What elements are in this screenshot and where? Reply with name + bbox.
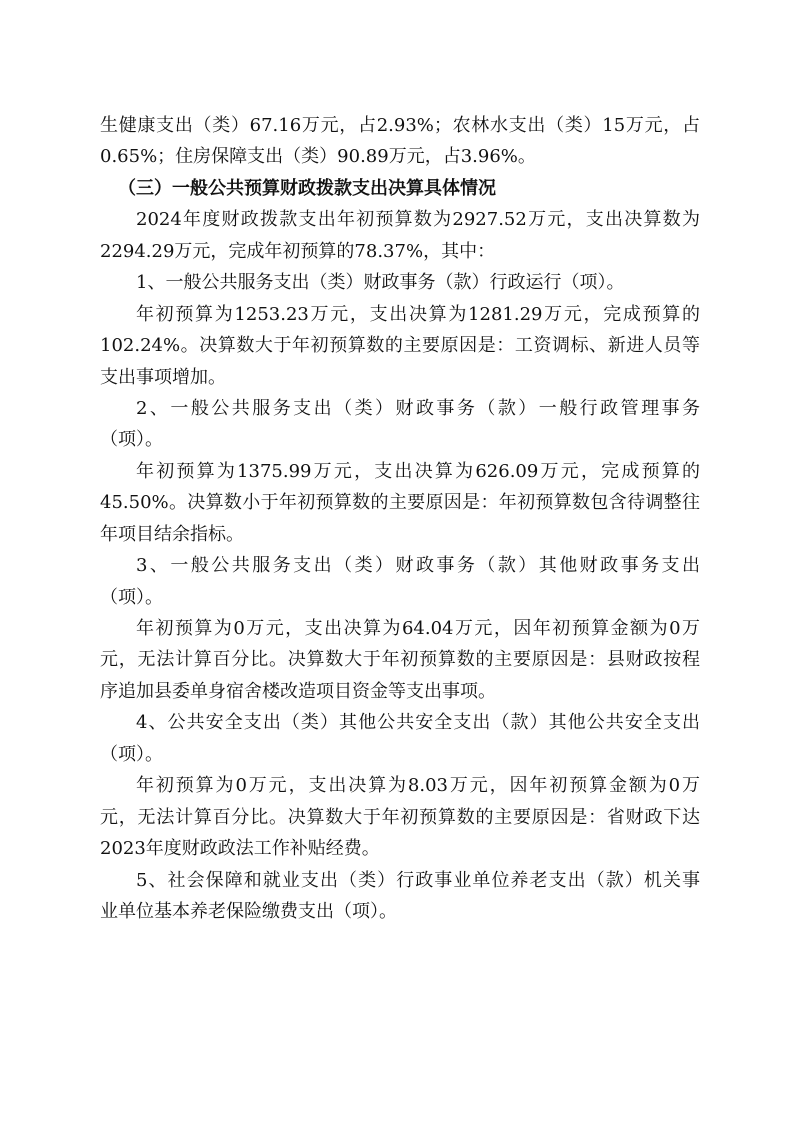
paragraph <box>100 110 700 173</box>
text-line: 生健康支出（类）67.16万元，占2.93%；农林水支出（类）15万元，占 <box>100 115 700 136</box>
paragraph <box>100 865 700 928</box>
text-line: 元，无法计算百分比。决算数大于年初预算数的主要原因是：县财政按程 <box>100 649 700 671</box>
text-line: 102.24%。决算数大于年初预算数的主要原因是：工资调标、新进人员等 <box>100 335 700 357</box>
text-line: 元，无法计算百分比。决算数大于年初预算数的主要原因是：省财政下达 <box>100 806 700 828</box>
text-line: 5、社会保障和就业支出（类）行政事业单位养老支出（款）机关事 <box>136 869 700 891</box>
text-line: 年初预算为1375.99万元，支出决算为626.09万元，完成预算的 <box>136 460 700 482</box>
paragraph <box>100 267 700 298</box>
text-line: 45.50%。决算数小于年初预算数的主要原因是：年初预算数包含待调整往 <box>100 492 700 514</box>
text-line: （项）。 <box>100 429 163 451</box>
text-line: 0.65%；住房保障支出（类）90.89万元，占3.96%。 <box>100 146 536 168</box>
text-line: 4、公共安全支出（类）其他公共安全支出（款）其他公共安全支出 <box>136 712 700 734</box>
text-line: （三）一般公共预算财政拨款支出决算具体情况 <box>118 177 496 199</box>
paragraph <box>100 393 700 456</box>
text-line: 业单位基本养老保险缴费支出（项）。 <box>100 900 397 922</box>
paragraph <box>100 299 700 393</box>
section-heading <box>100 173 700 204</box>
paragraph <box>100 456 700 550</box>
text-line: 年初预算为0万元，支出决算为64.04万元，因年初预算金额为0万 <box>136 618 700 639</box>
paragraph <box>100 770 700 864</box>
text-line: 1、一般公共服务支出（类）财政事务（款）行政运行（项）。 <box>136 272 625 294</box>
paragraph <box>100 613 700 707</box>
text-line: 2024年度财政拨款支出年初预算数为2927.52万元，支出决算数为 <box>136 209 700 231</box>
text-line: 序追加县委单身宿舍楼改造项目资金等支出事项。 <box>100 680 496 702</box>
text-line: 年项目结余指标。 <box>100 523 244 545</box>
paragraph <box>100 550 700 613</box>
paragraph <box>100 707 700 770</box>
text-line: 2、一般公共服务支出（类）财政事务（款）一般行政管理事务 <box>136 397 700 419</box>
text-line: （项）。 <box>100 586 163 608</box>
text-line: 2294.29万元，完成年初预算的78.37%，其中： <box>100 240 496 262</box>
text-line: 2023年度财政政法工作补贴经费。 <box>100 838 380 860</box>
text-line: 年初预算为0万元，支出决算为8.03万元，因年初预算金额为0万 <box>136 775 700 797</box>
paragraph <box>100 204 700 267</box>
text-line: 支出事项增加。 <box>100 366 226 388</box>
text-line: 年初预算为1253.23万元，支出决算为1281.29万元，完成预算的 <box>136 303 700 325</box>
document-page <box>100 110 700 927</box>
text-line: 3、一般公共服务支出（类）财政事务（款）其他财政事务支出 <box>136 555 700 577</box>
text-line: （项）。 <box>100 743 163 765</box>
